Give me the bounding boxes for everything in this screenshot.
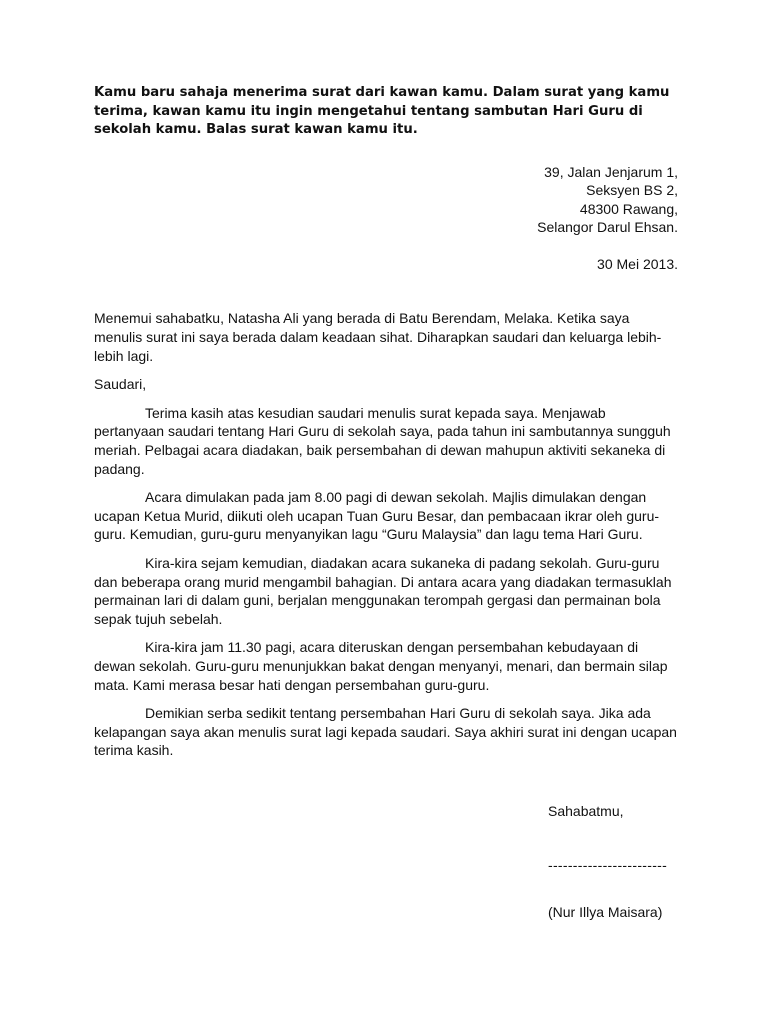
paragraph-5: Demikian serba sedikit tentang persembahan Hari Guru di sekolah saya. Jika ada kelapangan saya akan menulis surat lagi kepada saudari. Saya akhiri surat ini dengan ucapan terima kasih. — [94, 705, 677, 759]
signature-name: (Nur Illya Maisara) — [548, 904, 663, 920]
salutation: Saudari, — [94, 376, 147, 393]
paragraph-4: Kira-kira jam 11.30 pagi, acara diteruskan dengan persembahan kebudayaan di dewan sekolah. Guru-guru menunjukkan bakat dengan menyanyi, menari, dan bermain silap mata. Kami merasa besar hati dengan persembahan guru-guru. — [94, 639, 668, 693]
question-prompt: Kamu baru sahaja menerima surat dari kawan kamu. Dalam surat yang kamu terima, kawan kamu itu ingin mengetahui tentang sambutan Hari Guru di sekolah kamu. Balas surat kawan kamu itu. — [94, 85, 670, 137]
address-line-2: Seksyen BS 2, — [586, 182, 678, 199]
letter-date: 30 Mei 2013. — [597, 255, 678, 272]
sender-address — [94, 163, 678, 237]
paragraph-1: Terima kasih atas kesudian saudari menulis surat kepada saya. Menjawab pertanyaan saudari tentang Hari Guru di sekolah saya, pada tahun ini sambutannya sungguh meriah. Pelbagai acara diadakan, baik persembahan di dewan mahupun aktiviti sekaneka di padang. — [94, 404, 671, 477]
opening-greeting: Menemui sahabatku, Natasha Ali yang berada di Batu Berendam, Melaka. Ketika saya menulis surat ini saya berada dalam keadaan sihat. Diharapkan saudari dan keluarga lebih-lebih lagi. — [94, 310, 662, 364]
signature-line: ------------------------ — [548, 857, 668, 873]
letter-page — [94, 84, 678, 760]
address-line-1: 39, Jalan Jenjarum 1, — [544, 163, 678, 180]
closing-word: Sahabatmu, — [548, 803, 624, 819]
address-line-4: Selangor Darul Ehsan. — [537, 219, 678, 236]
paragraph-2: Acara dimulakan pada jam 8.00 pagi di dewan sekolah. Majlis dimulakan dengan ucapan Ketua Murid, diikuti oleh ucapan Tuan Guru Besar, dan pembacaan ikrar oleh guru-guru. Kemudian, guru-guru menyanyikan lagu “Guru Malaysia” dan lagu tema Hari Guru. — [94, 489, 660, 543]
address-line-3: 48300 Rawang, — [579, 200, 678, 217]
paragraph-3: Kira-kira sejam kemudian, diadakan acara sukaneka di padang sekolah. Guru-guru dan beberapa orang murid mengambil bahagian. Di antara acara yang diadakan termasuklah permainan lari di dalam guni, berjalan menggunakan terompah gergasi dan permainan bola sepak tujuh sebelah. — [94, 555, 672, 627]
